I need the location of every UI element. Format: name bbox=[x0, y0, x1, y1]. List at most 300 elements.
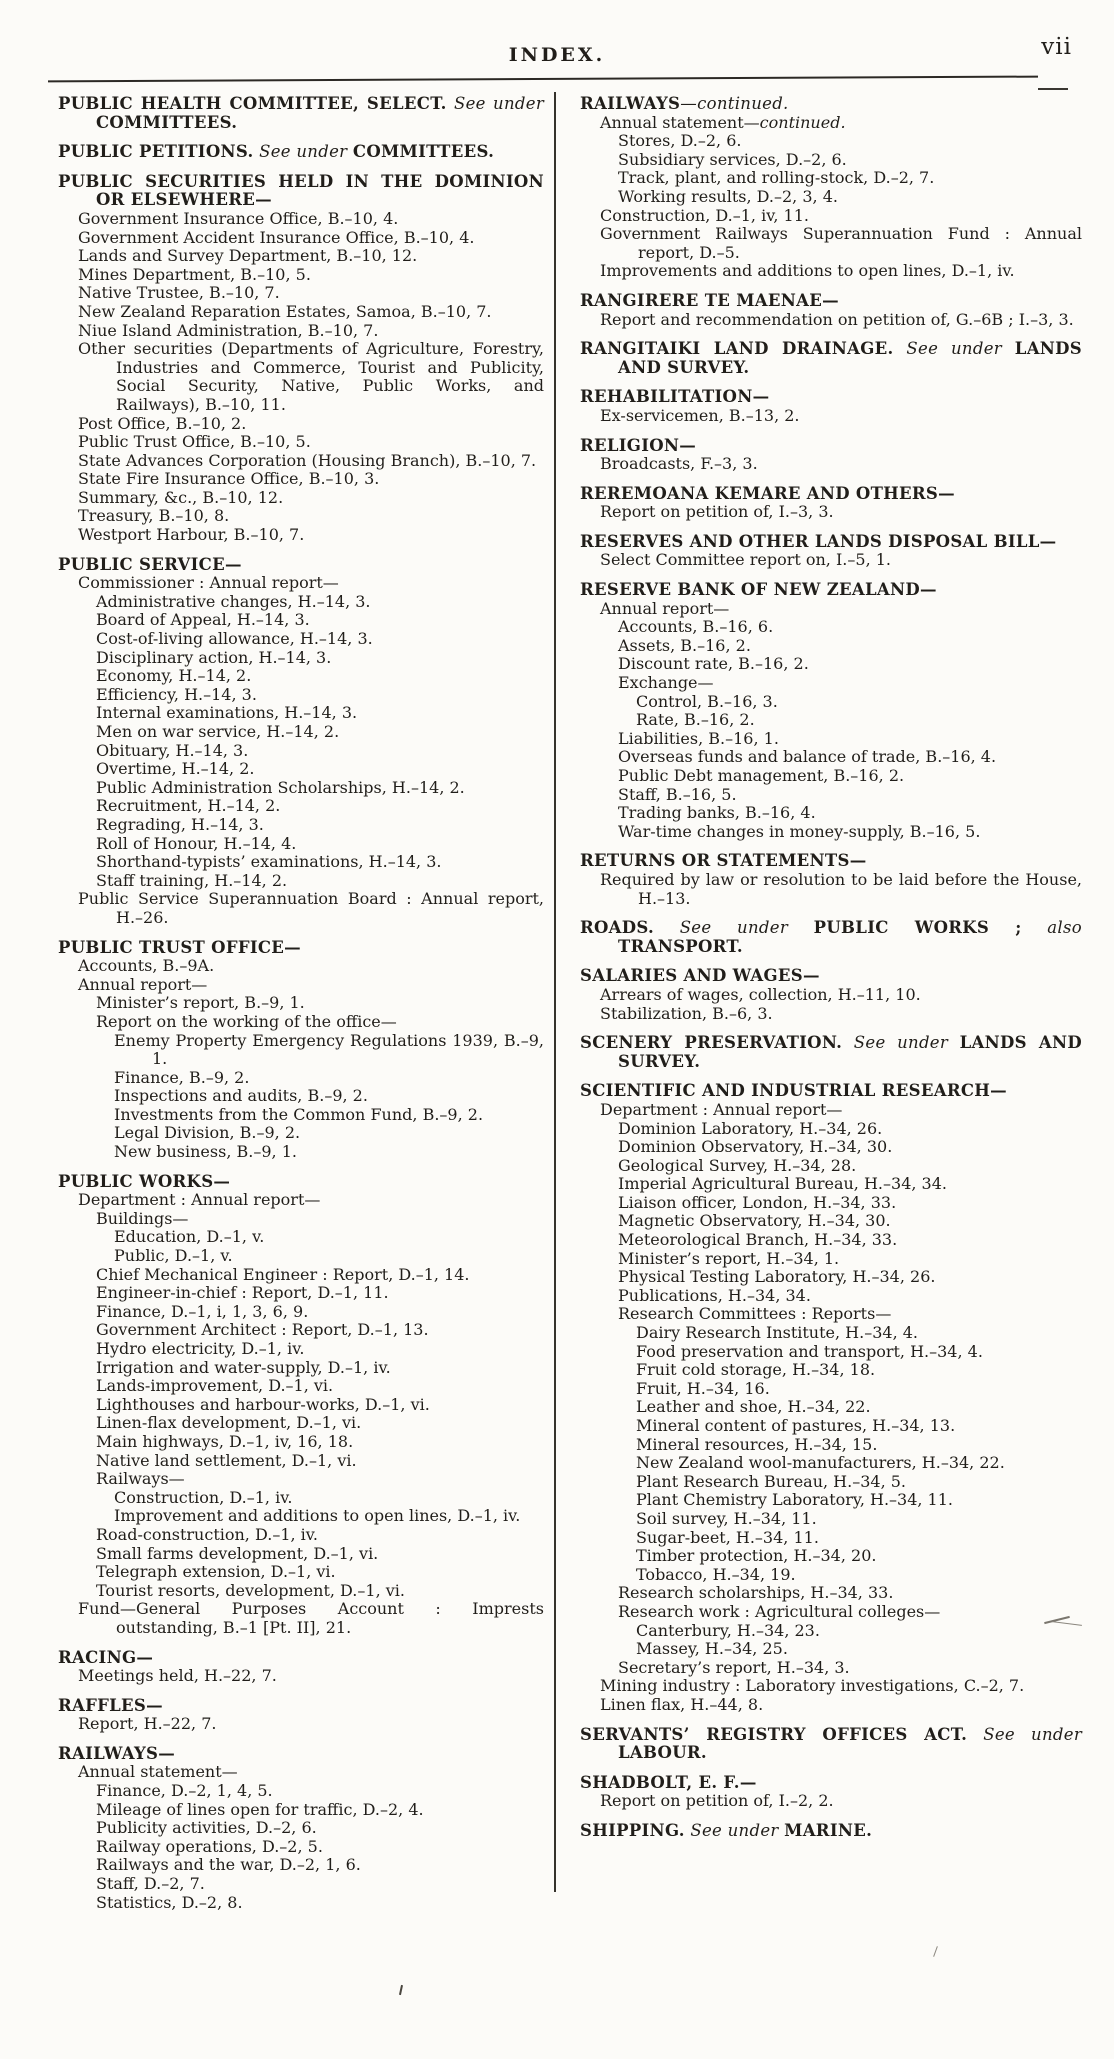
text-segment: Report on the working of the office— bbox=[96, 1011, 397, 1031]
entry-line bbox=[58, 229, 544, 248]
text-segment: Staff, B.–16, 5. bbox=[618, 784, 737, 804]
right-column bbox=[580, 95, 1082, 1851]
text-segment: Other securities (Departments of Agriculture, Forestry, Industries and Commerce, Tourist and Publicity, Social Security, Native, Public Works, and Railways), B.–10, 11. bbox=[78, 339, 544, 414]
text-segment: PUBLIC SECURITIES HELD IN THE DOMINION OR ELSEWHERE— bbox=[58, 171, 544, 210]
index-entry bbox=[580, 1034, 1082, 1071]
text-segment: Department : Annual report— bbox=[78, 1190, 321, 1210]
entry-line bbox=[580, 1361, 1082, 1380]
text-segment bbox=[967, 1725, 983, 1744]
entry-line bbox=[580, 1005, 1082, 1024]
entry-line bbox=[580, 730, 1082, 749]
entry-line bbox=[580, 1120, 1082, 1139]
text-segment: Treasury, B.–10, 8. bbox=[78, 506, 230, 526]
text-segment: Public Trust Office, B.–10, 5. bbox=[78, 432, 311, 452]
text-segment: Dairy Research Institute, H.–34, 4. bbox=[636, 1323, 919, 1343]
entry-line bbox=[58, 890, 544, 927]
text-segment: See under bbox=[259, 142, 348, 162]
text-segment: Report and recommendation on petition of, G.–6B ; I.–3, 3. bbox=[600, 309, 1074, 329]
text-segment: Required by law or resolution to be laid before the House, H.–13. bbox=[600, 869, 1082, 908]
entry-line bbox=[580, 1194, 1082, 1213]
entry-line bbox=[58, 1210, 544, 1229]
entry-line bbox=[58, 723, 544, 742]
text-segment: Economy, H.–14, 2. bbox=[96, 666, 252, 686]
text-segment: REREMOANA KEMARE AND OTHERS— bbox=[580, 483, 955, 503]
text-segment: Fruit, H.–34, 16. bbox=[636, 1378, 770, 1398]
entry-line bbox=[58, 1228, 544, 1247]
entry-line bbox=[58, 1124, 544, 1143]
entry-line bbox=[58, 872, 544, 891]
entry-line bbox=[58, 574, 544, 593]
entry-line bbox=[58, 1819, 544, 1838]
index-entry bbox=[580, 95, 1082, 281]
index-entry bbox=[58, 1173, 544, 1638]
index-entry bbox=[58, 939, 544, 1162]
text-segment: Internal examinations, H.–14, 3. bbox=[96, 703, 358, 723]
index-entry bbox=[580, 292, 1082, 329]
text-segment: RETURNS OR STATEMENTS— bbox=[580, 851, 867, 871]
text-segment: Sugar-beet, H.–34, 11. bbox=[636, 1527, 819, 1547]
entry-line bbox=[58, 835, 544, 854]
entry-heading bbox=[58, 556, 544, 575]
entry-line bbox=[580, 132, 1082, 151]
entry-line bbox=[58, 1582, 544, 1601]
text-segment: Education, D.–1, v. bbox=[114, 1227, 265, 1247]
text-segment bbox=[788, 918, 814, 937]
entry-line bbox=[58, 667, 544, 686]
entry-heading bbox=[580, 292, 1082, 311]
entry-line bbox=[580, 871, 1082, 908]
entry-line bbox=[580, 1343, 1082, 1362]
text-segment: Mines Department, B.–10, 5. bbox=[78, 264, 311, 284]
text-segment: Report, H.–22, 7. bbox=[78, 1714, 217, 1734]
text-segment: New business, B.–9, 1. bbox=[114, 1142, 297, 1162]
entry-line bbox=[580, 1101, 1082, 1120]
entry-line bbox=[58, 760, 544, 779]
text-segment: Food preservation and transport, H.–34, 4. bbox=[636, 1341, 983, 1361]
text-segment: War-time changes in money-supply, B.–16, 5. bbox=[618, 821, 981, 841]
left-column bbox=[58, 95, 544, 1923]
entry-line bbox=[58, 1894, 544, 1913]
text-segment: Commissioner : Annual report— bbox=[78, 573, 339, 593]
text-segment bbox=[948, 1033, 960, 1052]
text-segment: Buildings— bbox=[96, 1208, 189, 1228]
text-segment: Plant Research Bureau, H.–34, 5. bbox=[636, 1471, 907, 1491]
entry-line bbox=[58, 266, 544, 285]
text-segment: Accounts, B.–9A. bbox=[78, 956, 215, 976]
entry-line bbox=[580, 262, 1082, 281]
entry-line bbox=[58, 1838, 544, 1857]
slash-scan-mark bbox=[932, 1946, 942, 1958]
text-segment: Native land settlement, D.–1, vi. bbox=[96, 1450, 357, 1470]
text-segment: Enemy Property Emergency Regulations 1939, B.–9, 1. bbox=[114, 1030, 544, 1069]
entry-line bbox=[58, 816, 544, 835]
text-segment: SCIENTIFIC AND INDUSTRIAL RESEARCH— bbox=[580, 1081, 1007, 1101]
text-segment: RAILWAYS bbox=[580, 94, 681, 113]
text-segment: Subsidiary services, D.–2, 6. bbox=[618, 149, 847, 169]
text-segment: LANDS AND SURVEY. bbox=[618, 1033, 1083, 1071]
entry-line bbox=[580, 748, 1082, 767]
text-segment: Leather and shoe, H.–34, 22. bbox=[636, 1397, 871, 1417]
text-segment: Discount rate, B.–16, 2. bbox=[618, 654, 809, 674]
entry-line bbox=[580, 804, 1082, 823]
entry-line bbox=[580, 655, 1082, 674]
text-segment: Ex-servicemen, B.–13, 2. bbox=[600, 405, 800, 425]
text-segment: Disciplinary action, H.–14, 3. bbox=[96, 647, 332, 667]
entry-line bbox=[58, 742, 544, 761]
entry-line bbox=[58, 526, 544, 545]
text-segment: Select Committee report on, I.–5, 1. bbox=[600, 550, 891, 570]
text-segment: Hydro electricity, D.–1, iv. bbox=[96, 1339, 305, 1358]
text-segment: Mineral content of pastures, H.–34, 13. bbox=[636, 1416, 956, 1435]
entry-heading bbox=[58, 95, 544, 132]
text-segment: Telegraph extension, D.–1, vi. bbox=[96, 1562, 336, 1582]
entry-line bbox=[580, 1659, 1082, 1678]
entry-line bbox=[58, 779, 544, 798]
entry-line bbox=[580, 1380, 1082, 1399]
text-segment: PUBLIC WORKS ; bbox=[813, 918, 1022, 938]
text-segment: Finance, D.–2, 1, 4, 5. bbox=[96, 1781, 273, 1801]
entry-line bbox=[58, 1013, 544, 1032]
text-segment: RAFFLES— bbox=[58, 1695, 163, 1715]
text-segment: New Zealand Reparation Estates, Samoa, B.–10, 7. bbox=[78, 301, 492, 321]
index-entry bbox=[580, 340, 1082, 377]
text-segment: Fruit cold storage, H.–34, 18. bbox=[636, 1360, 876, 1380]
text-segment: Timber protection, H.–34, 20. bbox=[636, 1546, 877, 1566]
text-segment: LANDS AND SURVEY. bbox=[618, 339, 1083, 377]
entry-line bbox=[580, 188, 1082, 207]
text-segment bbox=[842, 1033, 854, 1052]
entry-line bbox=[58, 303, 544, 322]
text-segment: Irrigation and water-supply, D.–1, iv. bbox=[96, 1357, 391, 1377]
text-segment: RESERVES AND OTHER LANDS DISPOSAL BILL— bbox=[580, 531, 1057, 551]
entry-line bbox=[58, 1032, 544, 1069]
text-segment: Publications, H.–34, 34. bbox=[618, 1285, 811, 1305]
tick-scan-mark bbox=[398, 1984, 408, 1996]
text-segment: Roll of Honour, H.–14, 4. bbox=[96, 833, 297, 853]
entry-line bbox=[58, 322, 544, 341]
entry-line bbox=[580, 1305, 1082, 1324]
column-divider bbox=[554, 92, 556, 1892]
text-segment: Shorthand-typists’ examinations, H.–14, 3. bbox=[96, 852, 442, 872]
header-rule-dash bbox=[1038, 88, 1068, 90]
entry-line bbox=[58, 1377, 544, 1396]
text-segment: Engineer-in-chief : Report, D.–1, 11. bbox=[96, 1283, 389, 1303]
entry-line bbox=[580, 711, 1082, 730]
entry-heading bbox=[580, 437, 1082, 456]
entry-line bbox=[58, 284, 544, 303]
text-segment: COMMITTEES. bbox=[96, 112, 238, 132]
entry-line bbox=[58, 507, 544, 526]
text-segment: SHIPPING. bbox=[580, 1820, 685, 1840]
pencil-scan-mark bbox=[1044, 1612, 1084, 1628]
entry-line bbox=[58, 1545, 544, 1564]
text-segment: New Zealand wool-manufacturers, H.–34, 22. bbox=[636, 1453, 1005, 1473]
entry-line bbox=[58, 1396, 544, 1415]
text-segment: Soil survey, H.–34, 11. bbox=[636, 1508, 817, 1528]
text-segment: Minister’s report, B.–9, 1. bbox=[96, 993, 305, 1013]
text-segment: Small farms development, D.–1, vi. bbox=[96, 1543, 379, 1563]
text-segment: LABOUR. bbox=[618, 1743, 707, 1763]
entry-line bbox=[580, 1491, 1082, 1510]
text-segment: Investments from the Common Fund, B.–9, 2. bbox=[114, 1104, 484, 1124]
entry-line bbox=[580, 1250, 1082, 1269]
text-segment: Legal Division, B.–9, 2. bbox=[114, 1123, 301, 1143]
entry-heading bbox=[580, 1822, 1082, 1841]
text-segment: Improvement and additions to open lines, D.–1, iv. bbox=[114, 1506, 521, 1526]
text-segment: State Advances Corporation (Housing Branch), B.–10, 7. bbox=[78, 450, 537, 470]
text-segment: Arrears of wages, collection, H.–11, 10. bbox=[600, 984, 921, 1004]
entry-heading bbox=[580, 95, 1082, 114]
entry-line bbox=[58, 630, 544, 649]
entry-line bbox=[580, 503, 1082, 522]
text-segment: Annual statement— bbox=[78, 1762, 238, 1782]
entry-line bbox=[58, 1106, 544, 1125]
text-segment: continued. bbox=[759, 112, 846, 132]
text-segment: Tourist resorts, development, D.–1, vi. bbox=[96, 1580, 405, 1600]
entry-line bbox=[58, 686, 544, 705]
entry-line bbox=[58, 1143, 544, 1162]
text-segment: REHABILITATION— bbox=[580, 387, 770, 407]
text-segment: Minister’s report, H.–34, 1. bbox=[618, 1248, 840, 1268]
text-segment: Canterbury, H.–34, 23. bbox=[636, 1620, 820, 1640]
entry-line bbox=[58, 593, 544, 612]
entry-heading bbox=[580, 1082, 1082, 1101]
text-segment: Finance, B.–9, 2. bbox=[114, 1067, 250, 1087]
text-segment: PUBLIC SERVICE— bbox=[58, 554, 242, 574]
text-segment: Railways and the war, D.–2, 1, 6. bbox=[96, 1855, 361, 1875]
text-segment: See under bbox=[853, 1033, 949, 1053]
text-segment: Fund—General Purposes Account : Imprests outstanding, B.–1 [Pt. II], 21. bbox=[78, 1599, 544, 1637]
entry-line bbox=[58, 1489, 544, 1508]
text-segment: Board of Appeal, H.–14, 3. bbox=[96, 610, 310, 630]
entry-line bbox=[580, 311, 1082, 330]
entry-line bbox=[580, 1510, 1082, 1529]
text-segment: Overseas funds and balance of trade, B.–16, 4. bbox=[618, 747, 997, 767]
entry-line bbox=[58, 1452, 544, 1471]
text-segment: SCENERY PRESERVATION. bbox=[580, 1033, 843, 1053]
entry-heading bbox=[580, 388, 1082, 407]
entry-line bbox=[580, 1157, 1082, 1176]
entry-line bbox=[58, 957, 544, 976]
index-entry bbox=[58, 143, 544, 162]
index-entry bbox=[580, 533, 1082, 570]
text-segment: Geological Survey, H.–34, 28. bbox=[618, 1155, 857, 1175]
text-segment: Publicity activities, D.–2, 6. bbox=[96, 1818, 317, 1838]
text-segment: TRANSPORT. bbox=[618, 936, 743, 956]
entry-line bbox=[58, 1340, 544, 1359]
entry-heading bbox=[580, 533, 1082, 552]
entry-line bbox=[580, 674, 1082, 693]
text-segment: Men on war service, H.–14, 2. bbox=[96, 722, 340, 741]
index-entry bbox=[580, 388, 1082, 425]
index-entry bbox=[58, 556, 544, 928]
index-entry bbox=[580, 1082, 1082, 1714]
text-segment: PUBLIC PETITIONS. bbox=[58, 142, 254, 162]
text-segment: RACING— bbox=[58, 1647, 154, 1667]
text-segment: Railways— bbox=[96, 1469, 185, 1489]
text-segment: Department : Annual report— bbox=[600, 1099, 843, 1119]
entry-line bbox=[580, 1436, 1082, 1455]
entry-line bbox=[58, 415, 544, 434]
text-segment: Stabilization, B.–6, 3. bbox=[600, 1003, 773, 1023]
entry-line bbox=[58, 1266, 544, 1285]
text-segment: Dominion Laboratory, H.–34, 26. bbox=[618, 1118, 883, 1138]
entry-line bbox=[58, 611, 544, 630]
entry-line bbox=[58, 452, 544, 471]
entry-heading bbox=[580, 1774, 1082, 1793]
text-segment: Report on petition of, I.–3, 3. bbox=[600, 502, 834, 522]
entry-heading bbox=[58, 143, 544, 162]
entry-line bbox=[58, 976, 544, 995]
entry-line bbox=[580, 1231, 1082, 1250]
entry-line bbox=[58, 340, 544, 414]
text-segment: Secretary’s report, H.–34, 3. bbox=[618, 1657, 850, 1677]
entry-line bbox=[58, 1414, 544, 1433]
entry-line bbox=[58, 994, 544, 1013]
index-entry bbox=[58, 1649, 544, 1686]
text-segment: Annual statement— bbox=[600, 112, 760, 132]
text-segment: Niue Island Administration, B.–10, 7. bbox=[78, 320, 379, 340]
header-rule bbox=[48, 76, 1038, 83]
text-segment: Cost-of-living allowance, H.–14, 3. bbox=[96, 629, 373, 649]
page-title: INDEX. bbox=[508, 44, 606, 66]
text-segment: Chief Mechanical Engineer : Report, D.–1, 14. bbox=[96, 1264, 470, 1284]
entry-heading bbox=[580, 967, 1082, 986]
text-segment: Construction, D.–1, iv, 11. bbox=[600, 205, 809, 225]
entry-line bbox=[58, 1321, 544, 1340]
entry-line bbox=[58, 1247, 544, 1266]
text-segment: Accounts, B.–16, 6. bbox=[618, 617, 774, 637]
text-segment: Magnetic Observatory, H.–34, 30. bbox=[618, 1211, 891, 1231]
entry-line bbox=[580, 1529, 1082, 1548]
entry-line bbox=[580, 114, 1082, 133]
entry-line bbox=[580, 1417, 1082, 1436]
text-segment: Road-construction, D.–1, iv. bbox=[96, 1524, 319, 1544]
text-segment: —continued. bbox=[680, 94, 789, 113]
entry-line bbox=[580, 1324, 1082, 1343]
entry-line bbox=[580, 1175, 1082, 1194]
text-segment: Rate, B.–16, 2. bbox=[636, 710, 755, 730]
entry-line bbox=[580, 693, 1082, 712]
index-entry bbox=[580, 581, 1082, 841]
text-segment: See under bbox=[454, 94, 545, 113]
entry-line bbox=[58, 1875, 544, 1894]
text-segment: Liabilities, B.–16, 1. bbox=[618, 728, 779, 748]
text-segment: Government Insurance Office, B.–10, 4. bbox=[78, 208, 399, 228]
text-segment: Public Debt management, B.–16, 2. bbox=[618, 766, 905, 785]
entry-line bbox=[58, 433, 544, 452]
page-number: vii bbox=[1041, 34, 1072, 60]
entry-line bbox=[580, 1603, 1082, 1622]
text-segment: Improvements and additions to open lines, D.–1, iv. bbox=[600, 261, 1015, 281]
text-segment: Linen flax, H.–44, 8. bbox=[600, 1694, 764, 1714]
text-segment: Research work : Agricultural colleges— bbox=[618, 1601, 941, 1621]
entry-heading bbox=[580, 340, 1082, 377]
entry-line bbox=[580, 1677, 1082, 1696]
entry-heading bbox=[580, 1726, 1082, 1763]
entry-heading bbox=[580, 485, 1082, 504]
text-segment: Trading banks, B.–16, 4. bbox=[618, 803, 816, 823]
entry-heading bbox=[58, 173, 544, 210]
entry-line bbox=[58, 1856, 544, 1875]
text-segment: Native Trustee, B.–10, 7. bbox=[78, 283, 280, 303]
entry-line bbox=[58, 704, 544, 723]
entry-line bbox=[58, 1782, 544, 1801]
entry-heading bbox=[580, 1034, 1082, 1071]
text-segment: Physical Testing Laboratory, H.–34, 26. bbox=[618, 1267, 936, 1287]
entry-heading bbox=[580, 581, 1082, 600]
entry-line bbox=[58, 1284, 544, 1303]
text-segment: Track, plant, and rolling-stock, D.–2, 7. bbox=[618, 168, 935, 188]
entry-line bbox=[580, 455, 1082, 474]
entry-line bbox=[58, 649, 544, 668]
text-segment: Inspections and audits, B.–9, 2. bbox=[114, 1086, 368, 1106]
text-segment: Meteorological Branch, H.–34, 33. bbox=[618, 1230, 898, 1250]
entry-line bbox=[58, 1526, 544, 1545]
entry-line bbox=[580, 551, 1082, 570]
text-segment bbox=[447, 94, 454, 113]
entry-line bbox=[58, 1191, 544, 1210]
text-segment: Report on petition of, I.–2, 2. bbox=[600, 1791, 834, 1811]
entry-line bbox=[58, 247, 544, 266]
text-segment bbox=[1022, 918, 1048, 937]
text-segment: Westport Harbour, B.–10, 7. bbox=[78, 525, 305, 545]
entry-line bbox=[580, 1454, 1082, 1473]
index-entry bbox=[580, 967, 1082, 1023]
entry-heading bbox=[58, 1745, 544, 1764]
entry-heading bbox=[580, 852, 1082, 871]
entry-line bbox=[580, 1584, 1082, 1603]
text-segment: Summary, &c., B.–10, 12. bbox=[78, 487, 284, 507]
text-segment bbox=[654, 918, 680, 937]
text-segment: Mining industry : Laboratory investigations, C.–2, 7. bbox=[600, 1676, 1025, 1696]
entry-line bbox=[580, 1473, 1082, 1492]
text-segment: Linen-flax development, D.–1, vi. bbox=[96, 1413, 362, 1433]
entry-line bbox=[58, 1563, 544, 1582]
text-segment: Public, D.–1, v. bbox=[114, 1246, 233, 1266]
entry-line bbox=[58, 1087, 544, 1106]
text-segment: Research Committees : Reports— bbox=[618, 1304, 892, 1324]
index-entry bbox=[580, 1822, 1082, 1841]
entry-line bbox=[580, 169, 1082, 188]
entry-line bbox=[580, 1212, 1082, 1231]
text-segment: Administrative changes, H.–14, 3. bbox=[96, 591, 371, 611]
text-segment: PUBLIC WORKS— bbox=[58, 1171, 231, 1191]
text-segment: PUBLIC TRUST OFFICE— bbox=[58, 937, 301, 957]
entry-line bbox=[580, 1696, 1082, 1715]
entry-line bbox=[58, 1507, 544, 1526]
index-entry bbox=[580, 1774, 1082, 1811]
entry-line bbox=[58, 470, 544, 489]
text-segment: Staff training, H.–14, 2. bbox=[96, 870, 288, 890]
text-segment: Imperial Agricultural Bureau, H.–34, 34. bbox=[618, 1174, 947, 1194]
entry-line bbox=[580, 1622, 1082, 1641]
text-segment: Mileage of lines open for traffic, D.–2, 4. bbox=[96, 1799, 424, 1819]
text-segment: Broadcasts, F.–3, 3. bbox=[600, 454, 758, 474]
entry-line bbox=[58, 1359, 544, 1378]
index-entry bbox=[58, 1697, 544, 1734]
text-segment: Post Office, B.–10, 2. bbox=[78, 413, 247, 433]
text-segment: See under bbox=[679, 918, 789, 938]
text-segment: Government Architect : Report, D.–1, 13. bbox=[96, 1320, 429, 1340]
text-segment bbox=[1002, 339, 1015, 358]
text-segment: COMMITTEES. bbox=[352, 142, 495, 162]
entry-line bbox=[58, 797, 544, 816]
entry-line bbox=[580, 1398, 1082, 1417]
entry-line bbox=[58, 210, 544, 229]
text-segment: Massey, H.–34, 25. bbox=[636, 1639, 788, 1659]
entry-heading bbox=[58, 1697, 544, 1716]
